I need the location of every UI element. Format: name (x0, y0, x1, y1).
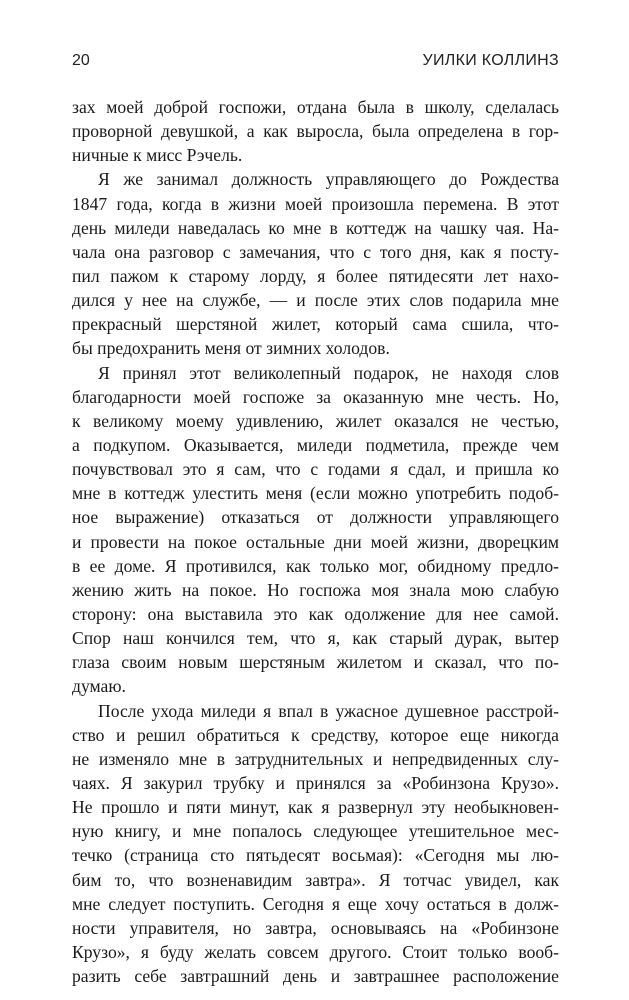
text-line: а подкупом. Оказывается, миледи подметила, прежде чем (72, 434, 559, 455)
text-line: Не прошло и пяти минут, как я развернул эту необыкновен- (72, 797, 559, 818)
text-line: 1847 года, когда в жизни моей произошла перемена. В этот (72, 193, 559, 214)
paragraph (72, 167, 559, 360)
text-line: зах моей доброй госпожи, отдана была в школу, сделалась (72, 97, 559, 117)
text-line: глаза своим новым шерстяным жилетом и сказал, что по- (72, 652, 559, 673)
text-line: день миледи наведалась ко мне в коттедж на чашку чая. На- (72, 217, 559, 238)
text-line: мне в коттедж улестить меня (если можно употребить подоб- (72, 483, 559, 504)
text-line: ничные к мисс Рэчель. (72, 145, 243, 166)
text-line: ности управителя, но завтра, основываясь на «Робинзоне (72, 917, 559, 938)
text-line: чаях. Я закурил трубку и принялся за «Робинзона Крузо». (72, 772, 559, 793)
page-header (72, 52, 559, 74)
text-line: сторону: она выставила это как одолжение для нее самой. (72, 603, 559, 624)
text-line: благодарности моей госпоже за оказанную мне честь. Но, (72, 386, 559, 407)
text-line: ную книгу, и мне попалось следующее утешительное мес- (72, 821, 559, 842)
text-line: Спор наш кончился тем, что я, как старый дурак, вытер (72, 628, 559, 649)
page-number: 20 (72, 52, 90, 69)
text-line: После ухода миледи я впал в ужасное душевное расстрой- (98, 700, 559, 721)
text-line: не изменяло мне в затруднительных и непредвиденных слу- (72, 748, 559, 769)
text-line: ство и решил обратиться к средству, которое еще никогда (72, 724, 559, 745)
paragraph (72, 699, 559, 989)
text-line: к великому моему удивлению, жилет оказался не честью, (72, 410, 559, 431)
body-text (72, 95, 559, 988)
text-line: в ее доме. Я противился, как только мог, обидному предло- (72, 555, 559, 576)
text-line: дился у нее на службе, — и после этих слов подарила мне (72, 290, 559, 311)
paragraph (72, 95, 559, 167)
text-line: разить себе завтрашний день и завтрашнее расположение (72, 966, 559, 987)
text-line: мне следует поступить. Сегодня я еще хочу остаться в долж- (72, 893, 559, 914)
text-line: жению жить на покое. Но госпожа моя знала мою слабую (72, 579, 559, 600)
text-line: бим то, что возненавидим завтра». Я тотчас увидел, как (72, 869, 559, 890)
running-title: УИЛКИ КОЛЛИНЗ (422, 52, 559, 69)
text-line: течко (страница сто пятьдесят восьмая): «Сегодня мы лю- (72, 845, 559, 866)
text-line: Крузо», я буду желать совсем другого. Стоит только вооб- (72, 941, 559, 962)
paragraph (72, 361, 559, 699)
text-line: проворной девушкой, а как выросла, была определена в гор- (72, 121, 559, 142)
text-line: почувствовал это я сам, что с годами я сдал, и пришла ко (72, 459, 559, 480)
text-line: Я принял этот великолепный подарок, не находя слов (98, 362, 559, 383)
text-line: пил пажом к старому лорду, я более пятидесяти лет нахо- (72, 265, 559, 286)
text-line: ное выражение) отказаться от должности управляющего (72, 507, 559, 528)
text-line: думаю. (72, 676, 126, 697)
text-line: бы предохранить меня от зимних холодов. (72, 338, 390, 359)
text-line: и провести на покое остальные дни моей жизни, дворецким (72, 531, 559, 552)
text-line: прекрасный шерстяной жилет, который сама сшила, чтo- (72, 314, 559, 335)
text-line: чала она разговор с замечания, что с того дня, как я посту- (72, 241, 559, 262)
text-line: Я же занимал должность управляющего до Рождества (98, 169, 559, 190)
